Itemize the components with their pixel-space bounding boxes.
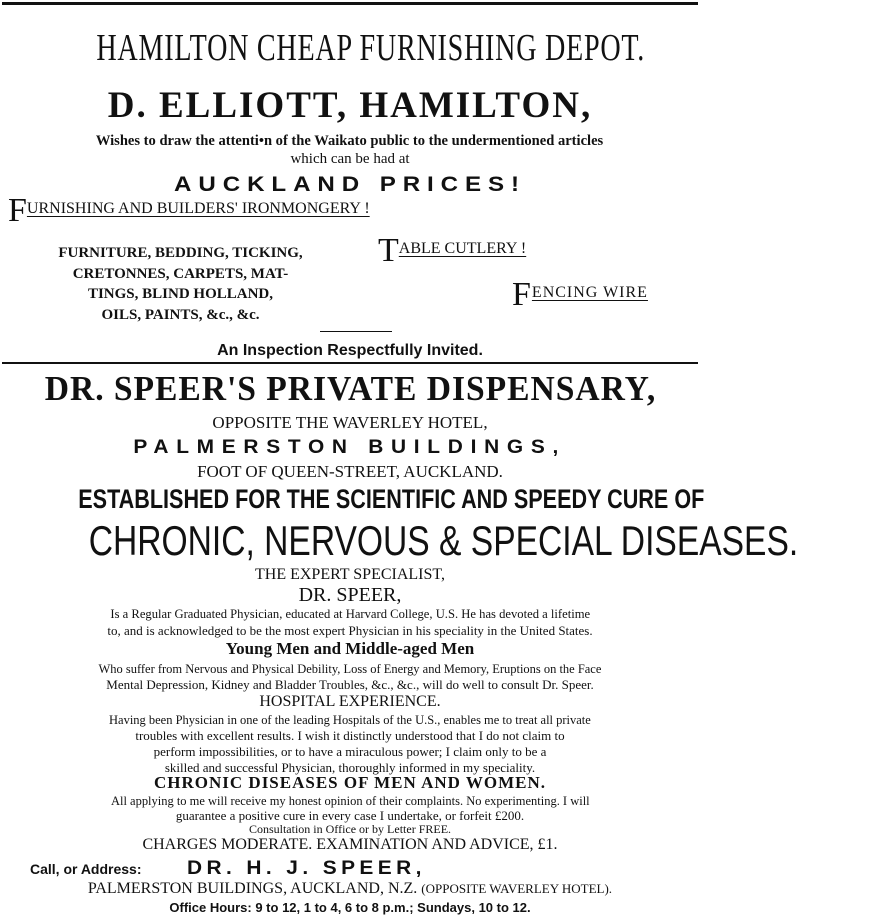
intro-line-1: Wishes to draw the attenti•n of the Waikato public to the undermentioned articles — [96, 133, 604, 149]
goods-line: TINGS, BLIND HOLLAND, — [87, 286, 274, 302]
chronic-line-2: guarantee a positive cure in every case I undertake, or forfeit £200. — [175, 808, 525, 823]
fencing-initial: F — [512, 276, 532, 313]
expert-line: THE EXPERT SPECIALIST, — [254, 566, 445, 583]
cutlery-line — [378, 232, 527, 269]
intro-line-2: which can be had at — [290, 151, 410, 167]
young-men-line-2: Mental Depression, Kidney and Bladder Troubles, &c., &c., will do well to consult Dr. Speer. — [106, 677, 594, 692]
ironmongery-line — [8, 192, 370, 229]
merchant-name: D. ELLIOTT, HAMILTON, — [107, 85, 593, 126]
charges-line: CHARGES MODERATE. EXAMINATION AND ADVICE, £1. — [142, 836, 558, 853]
graduate-line-2: to, and is acknowledged to be the most expert Physician in his speciality in the United States. — [107, 623, 593, 638]
goods-list — [8, 243, 353, 325]
fencing-text: ENCING WIRE — [531, 284, 648, 301]
cutlery-initial: T — [378, 232, 399, 269]
inspection-rule — [320, 331, 392, 332]
dr-speer-name: DR. SPEER, — [298, 584, 402, 606]
hospital-line-2: troubles with excellent results. I wish it distinctly understood that I do not claim to — [135, 728, 565, 743]
address-line: PALMERSTON BUILDINGS, AUCKLAND, N.Z. (OPPOSITE WAVERLEY HOTEL). — [87, 880, 613, 897]
opposite-line: OPPOSITE THE WAVERLEY HOTEL, — [212, 413, 488, 432]
palmerston-buildings: PALMERSTON BUILDINGS, — [133, 437, 567, 458]
young-men-line-1: Who suffer from Nervous and Physical Debility, Loss of Energy and Memory, Eruptions on the Face — [98, 661, 602, 676]
queen-street-line: FOOT OF QUEEN-STREET, AUCKLAND. — [197, 462, 503, 481]
auckland-prices: AUCKLAND PRICES! — [174, 173, 526, 196]
graduate-line-1: Is a Regular Graduated Physician, educated at Harvard College, U.S. He has devoted a lifetime — [110, 606, 590, 621]
chronic-line-3: Consultation in Office or by Letter FREE. — [248, 822, 452, 836]
goods-line: FURNITURE, BEDDING, TICKING, — [58, 245, 303, 261]
section-divider — [2, 362, 698, 364]
goods-line: CRETONNES, CARPETS, MAT- — [72, 265, 289, 282]
hospital-heading: HOSPITAL EXPERIENCE. — [259, 693, 441, 710]
hospital-line-3: perform impossibilities, or to have a miraculous power; I claim only to be a — [153, 744, 547, 759]
depot-heading: HAMILTON CHEAP FURNISHING DEPOT. — [96, 27, 646, 69]
established-line: ESTABLISHED FOR THE SCIENTIFIC AND SPEEDY CURE OF — [78, 484, 705, 514]
call-address-line — [30, 858, 426, 880]
cutlery-text: ABLE CUTLERY ! — [398, 240, 527, 257]
top-rule — [2, 2, 698, 5]
call-name: DR. H. J. SPEER, — [186, 858, 426, 879]
goods-line: OILS, PAINTS, &c., &c. — [101, 306, 260, 323]
office-hours: Office Hours: 9 to 12, 1 to 4, 6 to 8 p.m.; Sundays, 10 to 12. — [169, 900, 531, 915]
ironmongery-initial: F — [8, 192, 27, 229]
dispensary-title: DR. SPEER'S PRIVATE DISPENSARY, — [44, 369, 656, 408]
chronic-diseases-heading: CHRONIC, NERVOUS & SPECIAL DISEASES. — [88, 517, 799, 564]
men-women-heading: CHRONIC DISEASES OF MEN AND WOMEN. — [154, 773, 546, 792]
call-label: Call, or Address: — [30, 861, 142, 877]
hospital-line-4: skilled and successful Physician, thoroughly informed in my speciality. — [164, 760, 536, 775]
young-men-heading: Young Men and Middle-aged Men — [225, 639, 475, 658]
ironmongery-text: URNISHING AND BUILDERS' IRONMONGERY ! — [26, 200, 370, 217]
chronic-line-1: All applying to me will receive my honest opinion of their complaints. No experimenting. I will — [110, 793, 590, 808]
fencing-line — [512, 276, 648, 313]
inspection-line: An Inspection Respectfully Invited. — [217, 342, 483, 359]
hospital-line-1: Having been Physician in one of the leading Hospitals of the U.S., enables me to treat all private — [109, 712, 591, 727]
